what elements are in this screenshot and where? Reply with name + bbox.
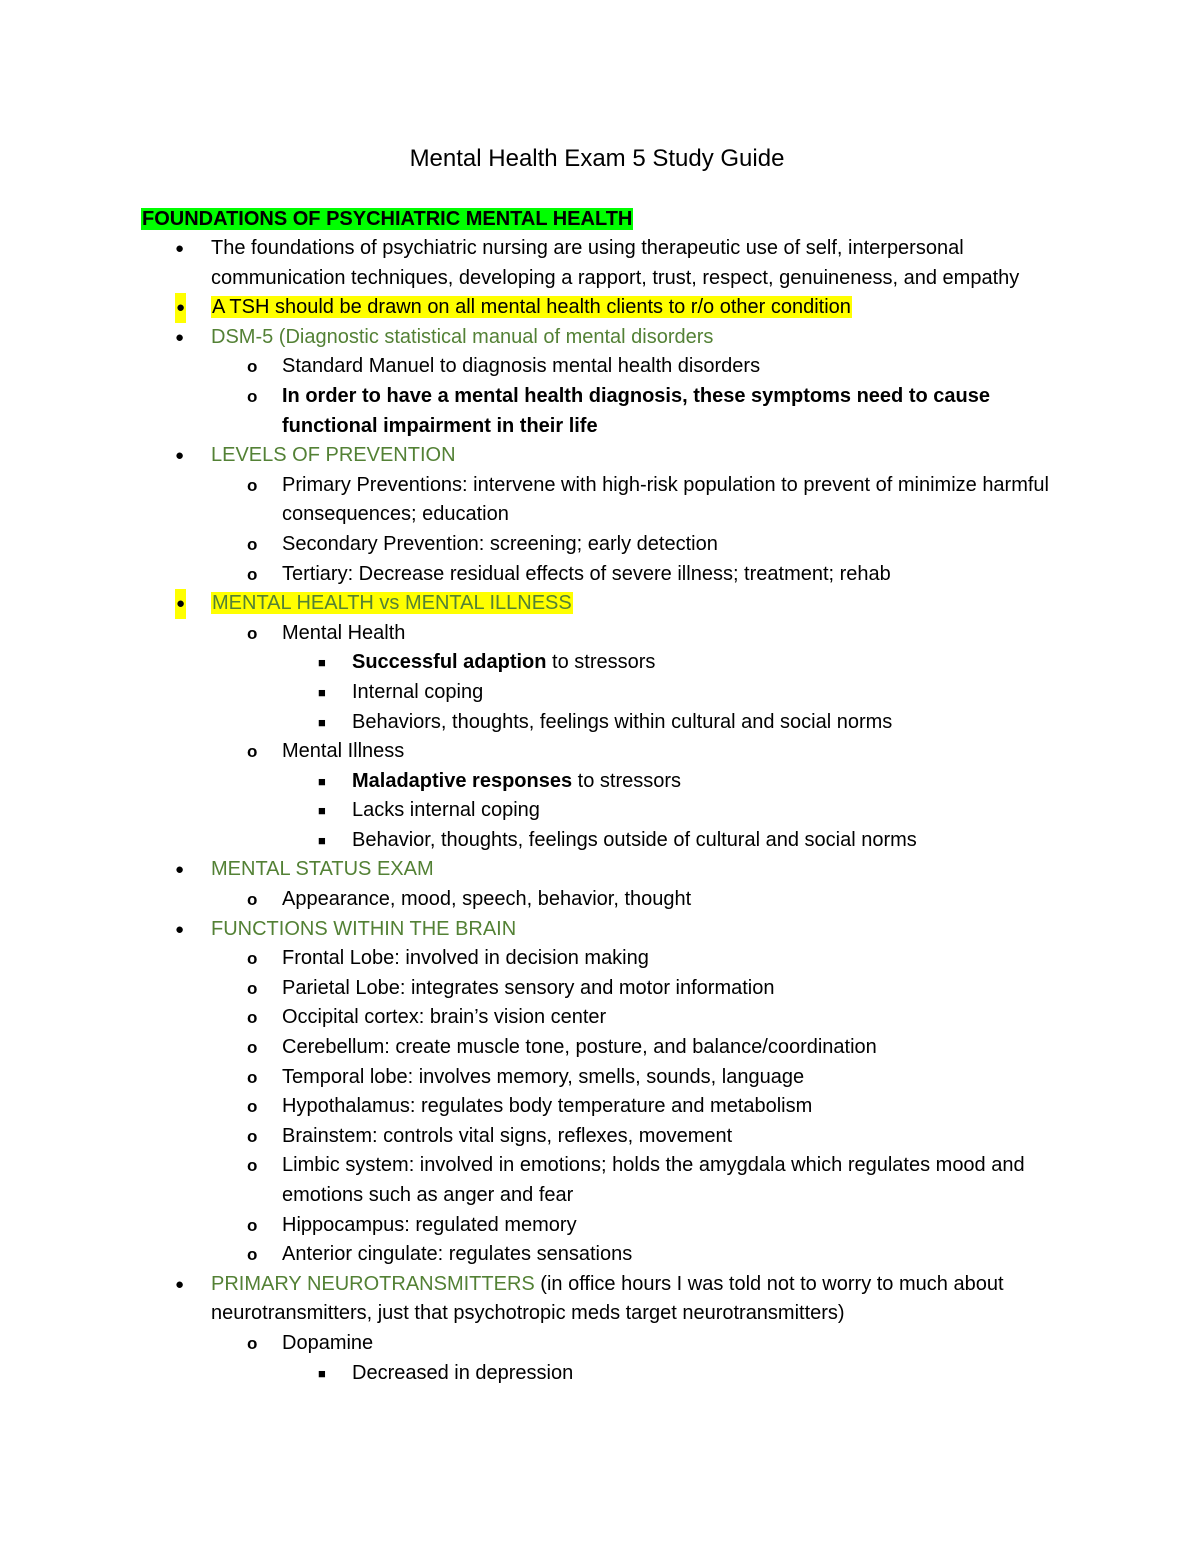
square-bullet-icon: ■ — [318, 832, 326, 848]
bullet-icon: ● — [175, 293, 186, 323]
bullet-icon: ● — [175, 861, 185, 879]
item-text: Standard Manuel to diagnosis mental health disorders — [282, 355, 761, 378]
topic-heading: PRIMARY NEUROTRANSMITTERS — [211, 1272, 535, 1295]
list-item — [0, 1003, 1200, 1033]
item-text: Temporal lobe: involves memory, smells, sounds, language — [282, 1065, 805, 1088]
bullet-icon: ● — [175, 920, 185, 938]
list-item — [0, 560, 1200, 590]
list-item — [0, 915, 1200, 945]
list-item — [0, 944, 1200, 974]
square-bullet-icon: ■ — [318, 803, 326, 819]
item-text: Behaviors, thoughts, feelings within cultural and social norms — [352, 710, 893, 733]
list-item — [0, 1122, 1200, 1152]
list-item — [0, 648, 1200, 678]
item-text: to stressors — [546, 651, 656, 674]
item-text: Limbic system: involved in emotions; holds the amygdala which regulates mood and emotions such as anger and fear — [282, 1154, 1025, 1206]
list-item — [0, 974, 1200, 1004]
item-text: Dopamine — [282, 1331, 374, 1354]
item-text: Primary Preventions: intervene with high-risk population to prevent of minimize harmful consequences; education — [282, 473, 1050, 526]
item-text-highlighted: A TSH should be drawn on all mental health clients to r/o other condition — [212, 296, 851, 319]
circle-bullet-icon: o — [247, 534, 258, 554]
list-item — [0, 1270, 1200, 1329]
square-bullet-icon: ■ — [318, 773, 326, 789]
item-text: Decreased in depression — [352, 1361, 574, 1384]
circle-bullet-icon: o — [247, 1008, 258, 1028]
circle-bullet-icon: o — [247, 386, 258, 406]
list-item — [0, 678, 1200, 708]
square-bullet-icon: ■ — [318, 1365, 326, 1381]
list-item — [0, 382, 1200, 441]
circle-bullet-icon: o — [247, 978, 258, 998]
bullet-icon: ● — [175, 447, 185, 465]
list-item — [0, 1092, 1200, 1122]
circle-bullet-icon: o — [247, 475, 258, 495]
section-heading — [141, 205, 633, 234]
item-text: Hypothalamus: regulates body temperature and metabolism — [282, 1095, 813, 1118]
circle-bullet-icon: o — [247, 357, 258, 377]
document-body — [0, 234, 1200, 1388]
item-text: Anterior cingulate: regulates sensations — [282, 1243, 633, 1266]
circle-bullet-icon: o — [247, 1038, 258, 1058]
circle-bullet-icon: o — [247, 1126, 258, 1146]
circle-bullet-icon: o — [247, 1156, 258, 1176]
list-item — [0, 1240, 1200, 1270]
item-text: Secondary Prevention: screening; early detection — [282, 532, 718, 555]
item-text: Cerebellum: create muscle tone, posture, and balance/coordination — [282, 1036, 877, 1059]
list-item — [0, 589, 1200, 619]
list-item — [0, 885, 1200, 915]
item-text: Frontal Lobe: involved in decision making — [282, 947, 649, 970]
list-item — [0, 234, 1200, 293]
circle-bullet-icon: o — [247, 1097, 258, 1117]
circle-bullet-icon: o — [247, 949, 258, 969]
list-item — [0, 767, 1200, 797]
bullet-icon: ● — [175, 240, 185, 257]
circle-bullet-icon: o — [247, 1245, 258, 1265]
bullet-icon: ● — [175, 328, 185, 346]
list-item — [0, 1329, 1200, 1359]
page-title: Mental Health Exam 5 Study Guide — [409, 145, 785, 172]
item-text: Mental Illness — [282, 740, 405, 763]
item-text: Parietal Lobe: integrates sensory and motor information — [282, 976, 775, 999]
list-item — [0, 855, 1200, 885]
item-text: Tertiary: Decrease residual effects of severe illness; treatment; rehab — [282, 562, 891, 585]
circle-bullet-icon: o — [247, 742, 258, 762]
topic-heading: DSM-5 (Diagnostic statistical manual of mental disorders — [211, 325, 714, 348]
bullet-icon: ● — [175, 589, 186, 619]
item-text: Lacks internal coping — [352, 799, 540, 822]
list-item — [0, 619, 1200, 649]
circle-bullet-icon: o — [247, 564, 258, 584]
item-text: Occipital cortex: brain’s vision center — [282, 1006, 607, 1029]
list-item — [0, 708, 1200, 738]
circle-bullet-icon: o — [247, 890, 258, 910]
topic-heading: MENTAL HEALTH vs MENTAL ILLNESS — [212, 592, 572, 615]
list-item — [0, 1033, 1200, 1063]
circle-bullet-icon: o — [247, 1215, 258, 1235]
square-bullet-icon: ■ — [318, 684, 326, 700]
square-bullet-icon: ■ — [318, 655, 326, 671]
item-text: Appearance, mood, speech, behavior, thought — [282, 888, 692, 911]
circle-bullet-icon: o — [247, 1333, 258, 1353]
list-item — [0, 826, 1200, 856]
item-text-bold: Successful adaption — [352, 651, 547, 674]
list-item — [0, 1151, 1200, 1210]
list-item — [0, 796, 1200, 826]
list-item — [0, 323, 1200, 353]
list-item — [0, 1211, 1200, 1241]
item-text: Hippocampus: regulated memory — [282, 1213, 577, 1236]
bullet-icon: ● — [175, 1275, 185, 1293]
item-text: (in office hours I was told not to worry to much about neurotransmitters, just that psychotropic meds target neurotransmitters) — [211, 1272, 1004, 1325]
list-item — [0, 441, 1200, 471]
item-text: Mental Health — [282, 621, 406, 644]
circle-bullet-icon: o — [247, 623, 258, 643]
topic-heading: LEVELS OF PREVENTION — [211, 444, 456, 467]
list-item — [0, 530, 1200, 560]
square-bullet-icon: ■ — [318, 714, 326, 730]
topic-heading: FUNCTIONS WITHIN THE BRAIN — [211, 917, 517, 940]
section-heading-text: FOUNDATIONS OF PSYCHIATRIC MENTAL HEALTH — [142, 208, 633, 230]
list-item — [0, 1063, 1200, 1093]
item-text: Brainstem: controls vital signs, reflexes, movement — [282, 1124, 733, 1147]
item-text-bold: Maladaptive responses — [352, 769, 573, 792]
list-item — [0, 352, 1200, 382]
item-text: The foundations of psychiatric nursing are using therapeutic use of self, interpersonal communication techniques, developing a rapport, trust, respect, genuineness, and empathy — [211, 237, 1020, 289]
list-item — [0, 293, 1200, 323]
list-item — [0, 737, 1200, 767]
item-text: Behavior, thoughts, feelings outside of cultural and social norms — [352, 828, 917, 851]
item-text: In order to have a mental health diagnosis, these symptoms need to cause functional impairment in their life — [282, 384, 990, 437]
topic-heading: MENTAL STATUS EXAM — [211, 858, 434, 881]
circle-bullet-icon: o — [247, 1067, 258, 1087]
item-text: Internal coping — [352, 680, 484, 703]
list-item — [0, 1359, 1200, 1389]
item-text: to stressors — [572, 769, 682, 792]
list-item — [0, 471, 1200, 530]
